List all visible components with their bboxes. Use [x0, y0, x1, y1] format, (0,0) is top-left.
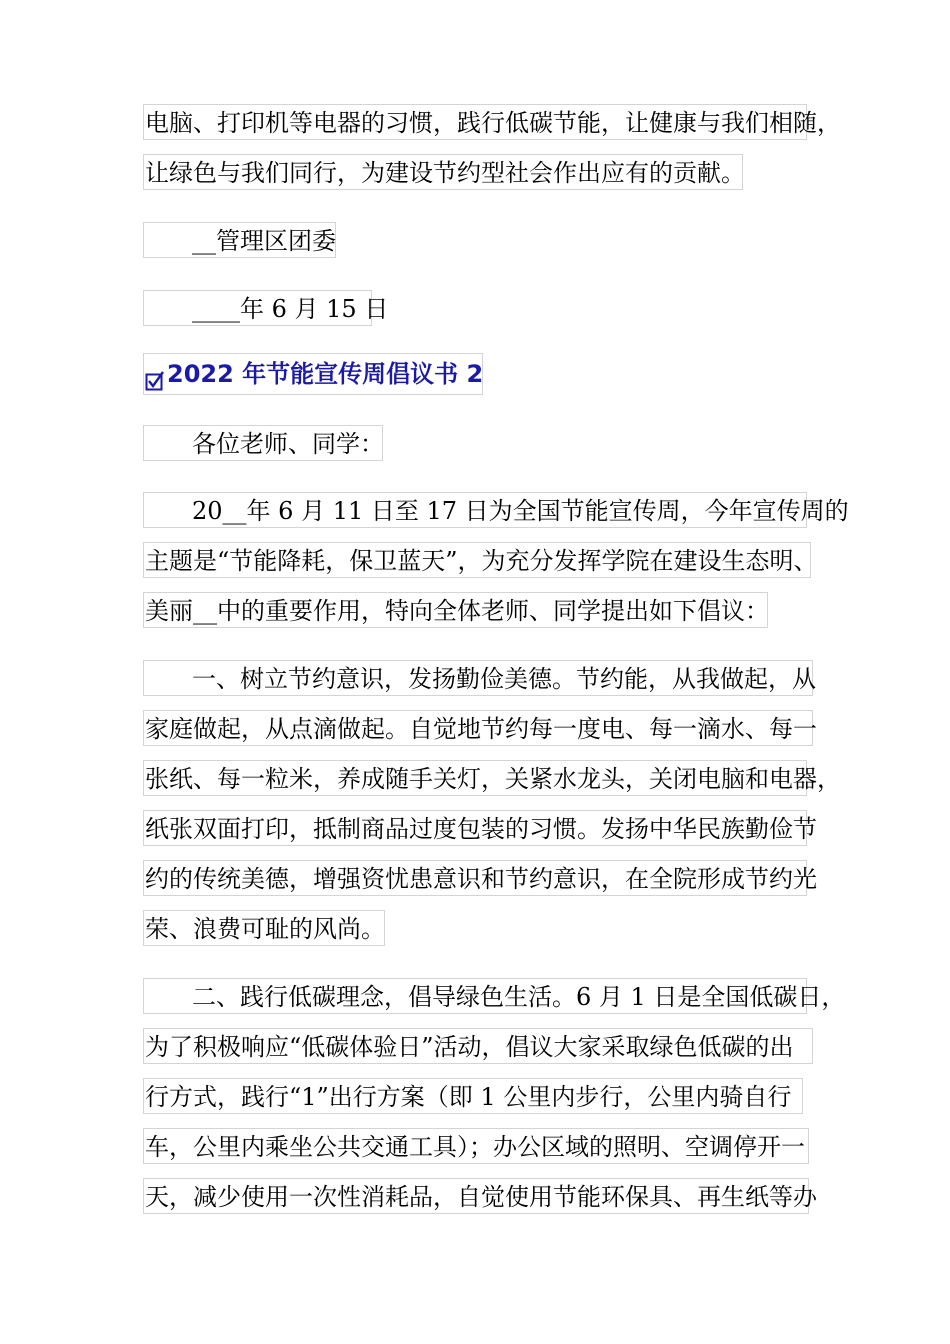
paragraph-line: 为了积极响应“低碳体验日”活动，倡议大家采取绿色低碳的出	[143, 1028, 813, 1064]
section-heading-text: 2022 年节能宣传周倡议书 2	[167, 360, 484, 388]
paragraph-line: 荣、浪费可耻的风尚。	[143, 910, 385, 946]
text-line: 让绿色与我们同行，为建设节约型社会作出应有的贡献。	[143, 154, 743, 190]
paragraph-line: 家庭做起，从点滴做起。自觉地节约每一度电、每一滴水、每一	[143, 710, 813, 746]
paragraph-line: 20__年 6 月 11 日至 17 日为全国节能宣传周，今年宣传周的	[143, 492, 807, 528]
paragraph-line: 天，减少使用一次性消耗品，自觉使用节能环保具、再生纸等办	[143, 1178, 809, 1214]
paragraph-line: 美丽__中的重要作用，特向全体老师、同学提出如下倡议：	[143, 592, 768, 628]
paragraph-line: 主题是“节能降耗，保卫蓝天”，为充分发挥学院在建设生态明、	[143, 542, 811, 578]
paragraph-line: 纸张双面打印，抵制商品过度包装的习惯。发扬中华民族勤俭节	[143, 810, 807, 846]
paragraph-line: 行方式，践行“1”出行方案（即 1 公里内步行，公里内骑自行	[143, 1078, 803, 1114]
paragraph-line: 车，公里内乘坐公共交通工具）；办公区域的照明、空调停开一	[143, 1128, 809, 1164]
signature-date: ____年 6 月 15 日	[143, 290, 372, 326]
paragraph-line: 一、树立节约意识，发扬勤俭美德。节约能，从我做起，从	[143, 660, 813, 696]
paragraph-line: 二、践行低碳理念，倡导绿色生活。6 月 1 日是全国低碳日，	[143, 978, 807, 1014]
checkbox-checked-icon	[145, 363, 165, 383]
section-heading	[143, 353, 483, 395]
paragraph-line: 约的传统美德，增强资忧患意识和节约意识，在全院形成节约光	[143, 860, 807, 896]
greeting: 各位老师、同学：	[143, 425, 383, 461]
text-line: 电脑、打印机等电器的习惯，践行低碳节能，让健康与我们相随，	[143, 104, 807, 140]
paragraph-line: 张纸、每一粒米，养成随手关灯，关紧水龙头，关闭电脑和电器，	[143, 760, 807, 796]
signature-organization: __管理区团委	[143, 222, 336, 258]
